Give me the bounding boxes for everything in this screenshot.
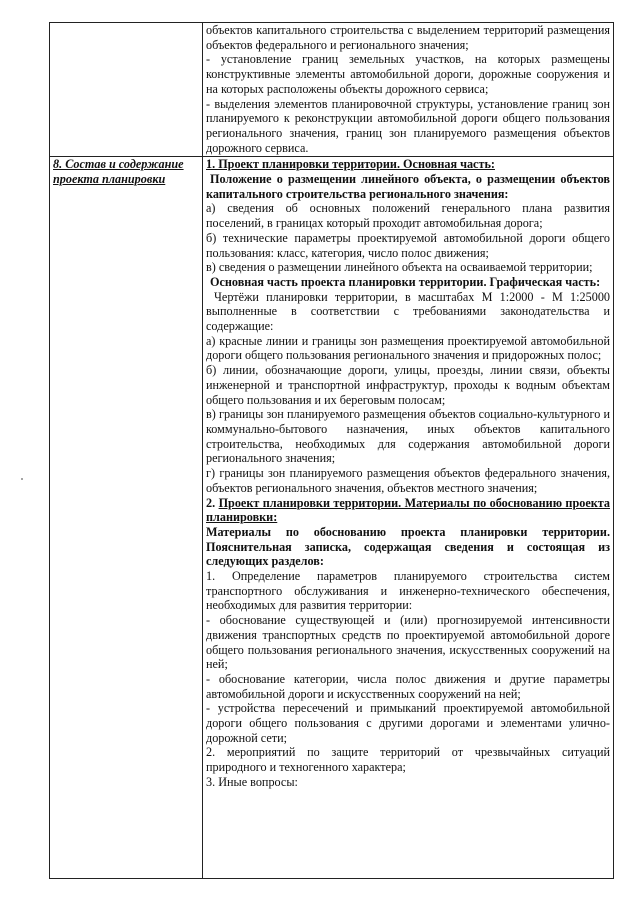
part2-number: 2. bbox=[206, 495, 216, 510]
list-item: - обоснование существующей и (или) прогнозируемой интенсивности движения транспортных средств по проектируемой автомобильной дороге общего пользования регионального значения, искусственных сооружений на ней; bbox=[206, 613, 610, 672]
part2-heading-text: Проект планировки территории. Материалы по обоснованию проекта планировки: bbox=[206, 495, 610, 525]
list-item: а) красные линии и границы зон размещения проектируемой автомобильной дороги общего пользования регионального значения и придорожных полос; bbox=[206, 333, 610, 363]
materials-heading: Материалы по обоснованию проекта планировки территории. Пояснительная записка, содержащая сведения и состоящая из следующих разделов: bbox=[206, 524, 610, 569]
part1-heading: 1. Проект планировки территории. Основная часть: bbox=[206, 157, 495, 172]
list-item: - выделения элементов планировочной структуры, установление границ зон планируемого к реконструкции автомобильной дороги общего пользования регионального значения, границ зон планируемого размещения объектов дорожного сервиса. bbox=[206, 96, 610, 155]
paragraph: объектов капитального строительства с выделением территорий размещения объектов федерального и регионального значения; bbox=[206, 23, 610, 52]
part2-heading bbox=[206, 496, 610, 525]
list-item: г) границы зон планируемого размещения объектов федерального значения, объектов регионального значения, объектов местного значения; bbox=[206, 466, 610, 495]
placement-heading: Положение о размещении линейного объекта, о размещении объектов капитального строительства регионального значения: bbox=[206, 172, 610, 201]
list-item: - устройства пересечений и примыканий проектируемой автомобильной дороги общего пользования с другими дорогами и элементами улично-дорожной сети; bbox=[206, 701, 610, 745]
continuation-cell bbox=[203, 23, 614, 157]
section-title: 8. Состав и содержание проекта планировки bbox=[53, 157, 184, 187]
graphic-intro: Чертёжи планировки территории, в масштабах М 1:2000 - М 1:25000 выполненные в соответствии с требованиями законодательства и содержащие: bbox=[206, 289, 610, 334]
list-item: 3. Иные вопросы: bbox=[206, 774, 298, 789]
list-item: б) технические параметры проектируемой автомобильной дороги общего пользования: класс, категория, число полос движения; bbox=[206, 230, 610, 260]
list-item: а) сведения об основных положений генерального плана развития поселений, в границах который проходит автомобильная дорога; bbox=[206, 201, 610, 231]
graphic-heading: Основная часть проекта планировки территории. Графическая часть: bbox=[210, 274, 601, 289]
list-item: 2. мероприятий по защите территорий от чрезвычайных ситуаций природного и техногенного характера; bbox=[206, 745, 610, 775]
section-label-cell bbox=[50, 157, 203, 879]
table-row-continuation bbox=[50, 23, 614, 157]
list-item: в) границы зон планируемого размещения объектов социально-культурного и коммунально-бытового назначения, иных объектов капитального строительства, необходимых для содержания автомобильной дороги регионального значения; bbox=[206, 407, 610, 466]
scan-speck bbox=[21, 478, 23, 480]
list-item: - обоснование категории, числа полос движения и другие параметры автомобильной дороги и искусственных сооружений на ней; bbox=[206, 671, 610, 701]
empty-label-cell bbox=[50, 23, 203, 157]
requirements-table bbox=[49, 22, 614, 879]
list-item: б) линии, обозначающие дороги, улицы, проезды, линии связи, объекты инженерной и транспортной инфраструктур, проходы к водным объектам общего пользования и их береговым полосам; bbox=[206, 363, 610, 407]
list-item: - установление границ земельных участков, на которых размещены конструктивные элементы автомобильной дороги, дорожные сооружения и на которых расположены объекты дорожного сервиса; bbox=[206, 52, 610, 96]
list-item: в) сведения о размещении линейного объекта на осваиваемой территории; bbox=[206, 260, 593, 275]
table-row-section-8 bbox=[50, 157, 614, 879]
section-content-cell bbox=[203, 157, 614, 879]
list-item: 1. Определение параметров планируемого строительства систем транспортного обслуживания и инженерно-технического обеспечения, необходимых для развития территории: bbox=[206, 569, 610, 613]
